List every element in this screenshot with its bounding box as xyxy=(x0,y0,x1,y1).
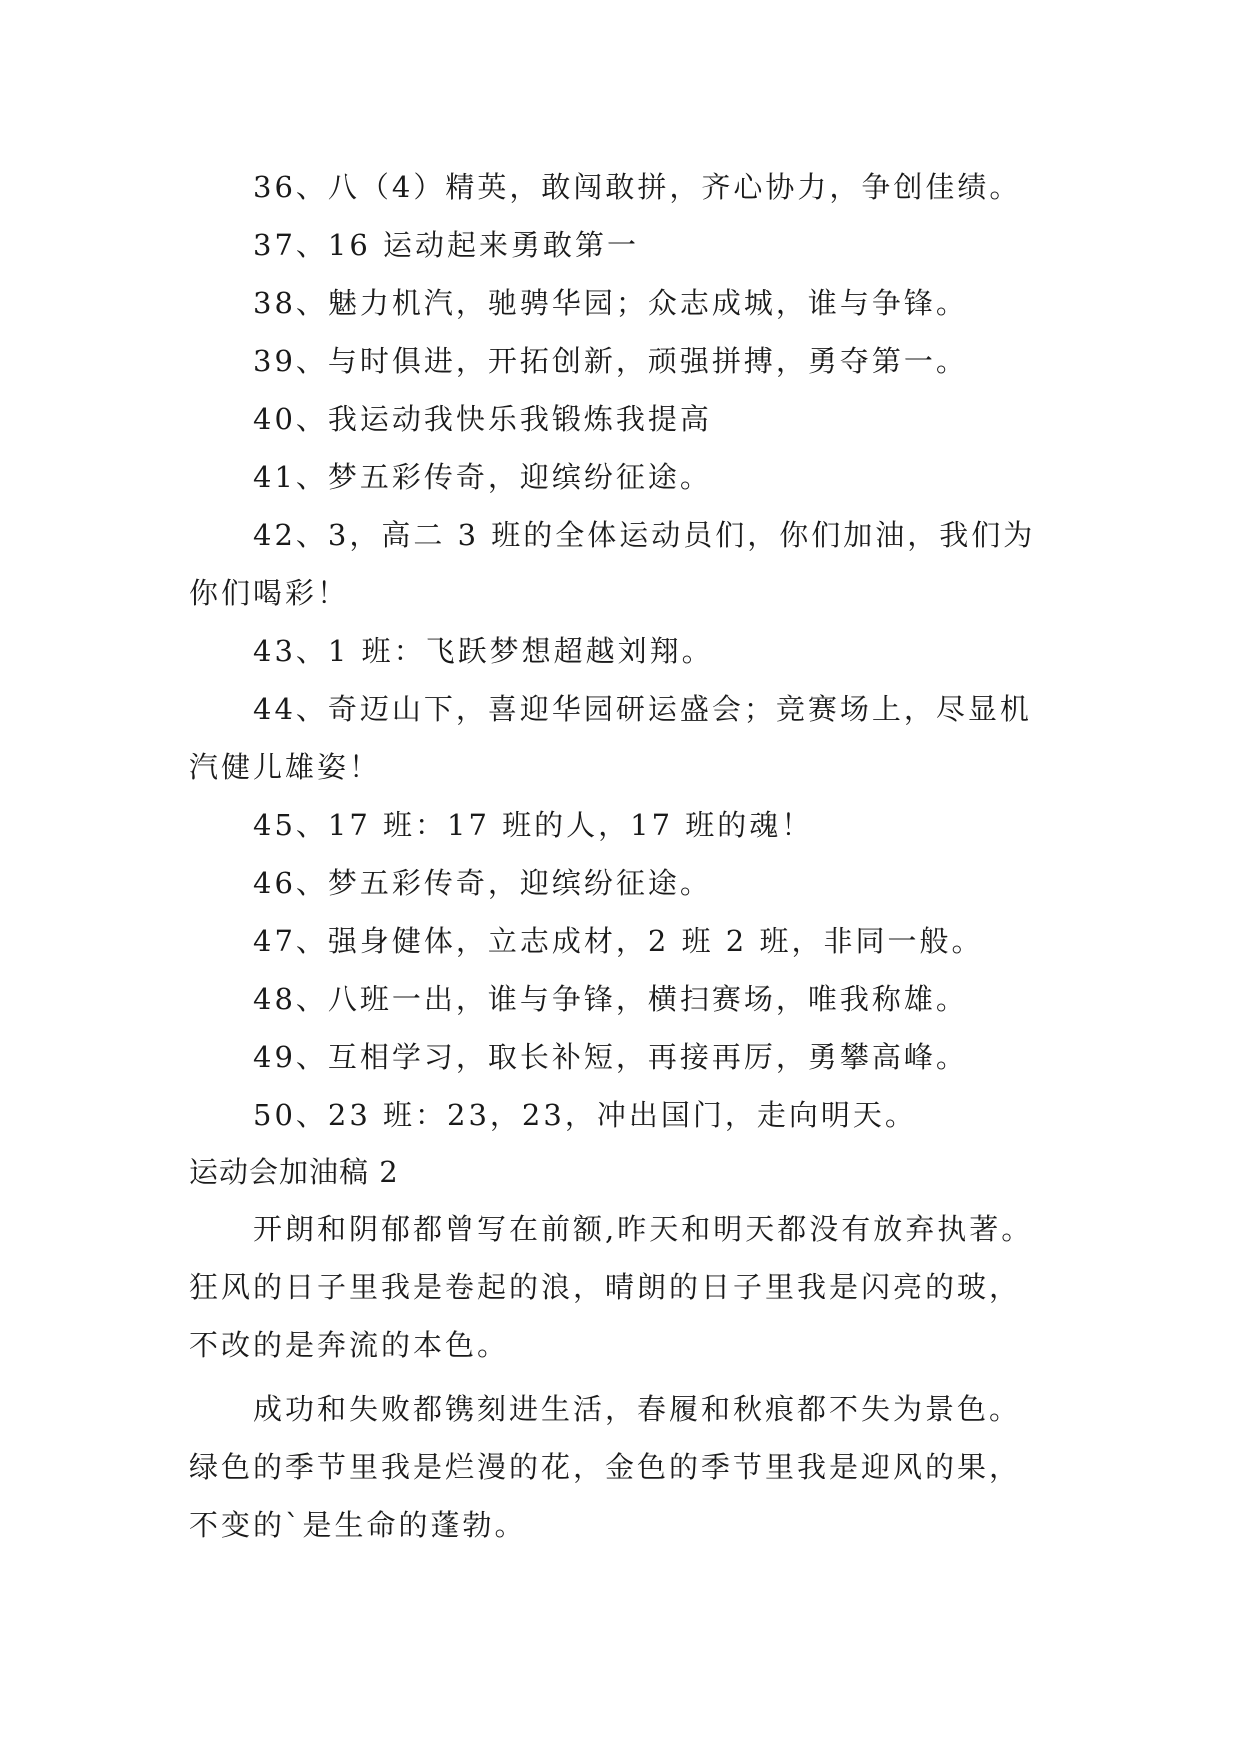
slogan-41: 41、梦五彩传奇，迎缤纷征途。 xyxy=(253,460,712,494)
slogan-39: 39、与时俱进，开拓创新，顽强拼搏，勇夺第一。 xyxy=(253,344,968,378)
paragraph-1-line1: 开朗和阴郁都曾写在前额,昨天和明天都没有放弃执著。 xyxy=(253,1212,1034,1246)
paragraph-2-line3: 不变的`是生命的蓬勃。 xyxy=(189,1508,527,1542)
paragraph-1-line2: 狂风的日子里我是卷起的浪，晴朗的日子里我是闪亮的玻， xyxy=(189,1270,1022,1304)
document-body xyxy=(189,158,1059,1554)
slogan-46: 46、梦五彩传奇，迎缤纷征途。 xyxy=(253,866,712,900)
slogan-40: 40、我运动我快乐我锻炼我提高 xyxy=(253,402,712,436)
slogan-50: 50、23 班：23，23，冲出国门，走向明天。 xyxy=(253,1098,917,1132)
slogan-38: 38、魅力机汽，驰骋华园；众志成城，谁与争锋。 xyxy=(253,286,968,320)
slogan-42-line1: 42、3，高二 3 班的全体运动员们，你们加油，我们为 xyxy=(253,518,1036,552)
slogan-36: 36、八（4）精英，敢闯敢拼，齐心协力，争创佳绩。 xyxy=(253,170,1022,204)
section-title: 运动会加油稿 2 xyxy=(189,1155,399,1189)
paragraph-1-line3: 不改的是奔流的本色。 xyxy=(189,1328,510,1362)
slogan-44-line1: 44、奇迈山下，喜迎华园研运盛会；竞赛场上，尽显机 xyxy=(253,692,1032,726)
slogan-44-line2: 汽健儿雄姿！ xyxy=(189,750,382,784)
slogan-45: 45、17 班：17 班的人，17 班的魂！ xyxy=(253,808,814,842)
slogan-42-line2: 你们喝彩！ xyxy=(189,576,350,610)
slogan-49: 49、互相学习，取长补短，再接再厉，勇攀高峰。 xyxy=(253,1040,968,1074)
slogan-43: 43、1 班：飞跃梦想超越刘翔。 xyxy=(253,634,714,668)
paragraph-2-line1: 成功和失败都镌刻进生活，春履和秋痕都不失为景色。 xyxy=(253,1392,1022,1426)
slogan-47: 47、强身健体，立志成材，2 班 2 班，非同一般。 xyxy=(253,924,984,958)
slogan-48: 48、八班一出，谁与争锋，横扫赛场，唯我称雄。 xyxy=(253,982,968,1016)
paragraph-2-line2: 绿色的季节里我是烂漫的花，金色的季节里我是迎风的果， xyxy=(189,1450,1022,1484)
slogan-37: 37、16 运动起来勇敢第一 xyxy=(253,228,640,262)
